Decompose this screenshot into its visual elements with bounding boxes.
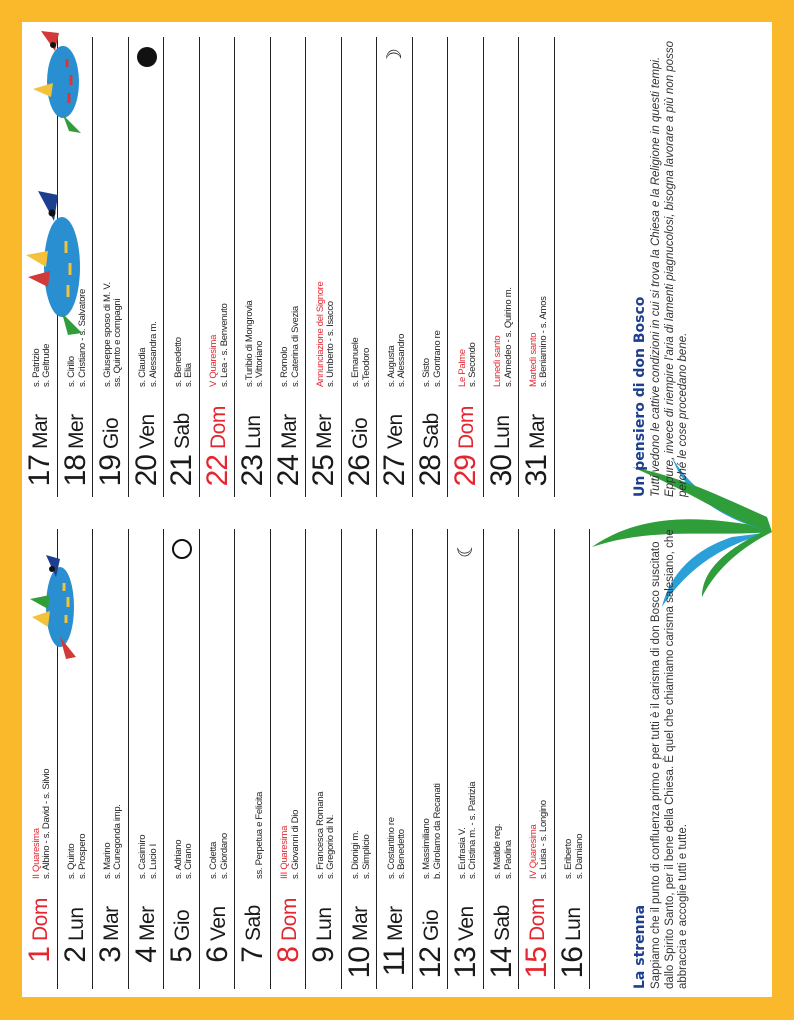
saint-name: s. Gontrano re (431, 330, 443, 387)
day-name: Mar (348, 906, 372, 941)
saint-name: s. Gregorio di N. (325, 814, 336, 879)
calendar-column-left (22, 529, 622, 989)
day-name: Dom (277, 898, 301, 941)
day-row (271, 529, 307, 989)
saint-name: s. Augusta (385, 345, 397, 387)
day-row (200, 529, 236, 989)
day-row (484, 37, 520, 497)
saint-name: s. Adriano (172, 839, 184, 879)
saint-name: s. Alessandro (396, 333, 407, 387)
saint-name: s.Teodoro (360, 347, 372, 387)
day-number: 24 (271, 455, 305, 487)
saint-name: s. Vittoriano (254, 340, 265, 387)
day-number: 17 (23, 455, 56, 487)
saints-list (209, 599, 230, 879)
saint-name: s. Sisto (421, 358, 432, 387)
day-row (93, 529, 129, 989)
day-number: 31 (520, 455, 553, 487)
saint-name: s. Cristina m. - s. Patrizia (467, 781, 478, 879)
day-number: 28 (413, 455, 447, 487)
saint-name: s. Patrizio (30, 348, 42, 387)
saint-name: s. Claudia (137, 347, 148, 387)
day-name: Lun (313, 907, 336, 941)
strenna-title: La strenna (632, 904, 648, 989)
saint-name: ss. Quinto e compagni (112, 298, 123, 387)
liturgical-feast: V Quaresima (208, 334, 219, 387)
saints-list (351, 107, 372, 387)
saint-name: s. Costantino re (385, 817, 397, 879)
day-number: 16 (555, 947, 589, 979)
day-row (129, 529, 165, 989)
day-row (519, 37, 555, 497)
saints-list (458, 599, 479, 879)
saint-name: s. Elia (183, 363, 194, 387)
day-name: Mer (384, 906, 407, 941)
calendar-page (22, 22, 772, 997)
day-number: 15 (520, 947, 553, 979)
day-number: 8 (271, 947, 305, 963)
saints-list (529, 599, 550, 879)
pensiero-box (632, 27, 691, 497)
saint-name: s. Secondo (467, 342, 478, 387)
saint-name: s. Giordano (218, 833, 230, 879)
saint-name: s. Simplicio (360, 834, 372, 879)
day-number: 30 (484, 455, 518, 487)
day-row (342, 529, 378, 989)
saint-name: s. Eufrasia V. (456, 827, 468, 879)
saint-name: s. Eriberto (563, 839, 574, 879)
saint-name: s. Giuseppe sposo di M. V. (101, 282, 113, 387)
liturgical-feast: Annunciazione del Signore (314, 281, 326, 387)
day-number: 19 (94, 455, 127, 487)
bird-illustration (22, 187, 94, 337)
day-row (164, 37, 200, 497)
day-name: Dom (455, 406, 478, 449)
day-row (377, 529, 413, 989)
strenna-box (632, 529, 691, 989)
day-row (413, 529, 449, 989)
saints-list (138, 599, 159, 879)
first-quarter-icon: ☽ (384, 48, 406, 66)
liturgical-feast: III Quaresima (279, 825, 290, 879)
day-number: 12 (413, 947, 447, 979)
saint-name: s. Benedetto (172, 337, 184, 387)
liturgical-feast: Martedì santo (527, 332, 539, 387)
day-name: Gio (348, 417, 372, 449)
day-number: 11 (378, 947, 411, 977)
day-row (413, 37, 449, 497)
pensiero-title: Un pensiero di don Bosco (632, 296, 648, 497)
saint-name: s. Luisa - s. Longino (538, 800, 549, 879)
saint-name: b. Girolamo da Recanati (431, 783, 443, 879)
saints-list (529, 107, 550, 387)
day-number: 13 (449, 947, 482, 979)
day-row (235, 529, 271, 989)
saints-list (138, 107, 159, 387)
saints-list (493, 599, 514, 879)
liturgical-feast: Lunedì santo (492, 335, 503, 387)
day-name: Mer (135, 906, 159, 941)
saints-list (422, 107, 443, 387)
saints-list (255, 599, 266, 879)
day-row (235, 37, 271, 497)
saints-list (245, 107, 266, 387)
saints-list (351, 599, 372, 879)
saint-name: s. Beniamino - s. Amos (538, 296, 549, 387)
last-quarter-icon: ☾ (455, 540, 477, 558)
saint-name: ss. Perpetua e Felicita (254, 791, 265, 879)
saints-list (280, 107, 301, 387)
strenna-text: Sappiamo che il punto di confluenza primo e per tutti è il carisma di don Bosco suscitato dallo Spirito Santo, per il bene della Chiesa. È quel che chiamiamo carisma salesiano, che abbraccia e accoglie tutti e tutte. (650, 529, 689, 989)
saint-name: s. Coletta (208, 841, 219, 879)
day-number: 7 (236, 947, 269, 963)
day-name: Sab (171, 413, 194, 449)
day-number: 10 (342, 947, 376, 979)
day-row (484, 529, 520, 989)
saints-list (387, 599, 408, 879)
saints-list (174, 599, 195, 879)
day-number: 5 (165, 947, 198, 963)
saint-name: s. Benedetto (396, 829, 407, 879)
saint-name: s. Paolina (502, 840, 514, 879)
day-name: Ven (455, 906, 478, 941)
saints-list (316, 599, 337, 879)
saint-name: s. Casimiro (137, 834, 148, 879)
calendar-column-right (22, 37, 622, 497)
day-number: 22 (200, 455, 234, 487)
day-name: Gio (100, 417, 123, 449)
saint-name: s.Turibio di Mongrovia (243, 300, 255, 387)
liturgical-feast: Le Palme (456, 349, 468, 387)
day-name: Mer (64, 414, 88, 449)
saint-name: s. Lucio I (147, 843, 159, 879)
day-name: Ven (135, 414, 159, 449)
saint-name: s. Marino (101, 842, 113, 879)
saints-list (458, 107, 479, 387)
day-number: 14 (484, 947, 518, 979)
day-row (448, 37, 484, 497)
day-name: Mar (29, 414, 52, 449)
day-number: 18 (58, 455, 92, 487)
day-name: Ven (384, 414, 407, 449)
saint-name: s. Massimiliano (421, 818, 432, 879)
saint-name: s. Damiano (573, 833, 585, 879)
day-name: Sab (490, 905, 514, 941)
saint-name: s. Emanuele (350, 337, 361, 387)
full-moon-icon (137, 47, 157, 67)
saint-name: s. Francesca Romana (314, 791, 326, 879)
day-name: Dom (206, 406, 230, 449)
liturgical-feast: IV Quaresima (527, 824, 539, 879)
saint-name: s. Caterina di Svezia (289, 306, 301, 387)
day-name: Mar (100, 906, 123, 941)
day-number: 2 (58, 947, 92, 963)
day-number: 29 (449, 455, 482, 487)
day-number: 26 (342, 455, 376, 487)
day-number: 1 (23, 947, 56, 963)
saint-name: s. Geltrude (41, 343, 52, 387)
day-row (164, 529, 200, 989)
day-name: Lun (490, 415, 514, 449)
saints-list (209, 107, 230, 387)
rotated-content (22, 22, 772, 997)
day-number: 4 (129, 947, 163, 963)
day-number: 3 (94, 947, 127, 963)
day-name: Sab (242, 905, 265, 941)
saints-list (103, 599, 124, 879)
day-name: Lun (561, 907, 585, 941)
saint-name: s. Matilde reg. (492, 823, 503, 879)
saints-list (174, 107, 195, 387)
saint-name: s. Prospero (76, 833, 88, 879)
day-number: 21 (165, 455, 198, 487)
saints-list (387, 107, 408, 387)
saint-name: s. Quinto (66, 843, 77, 879)
day-number: 6 (200, 947, 234, 963)
saint-name: s. Giovanni di Dio (289, 809, 301, 879)
saint-name: s. Cristiano - s. Salvatore (76, 288, 88, 387)
day-number: 25 (307, 455, 340, 487)
new-moon-icon (172, 539, 192, 559)
saints-list (280, 599, 301, 879)
day-row (200, 37, 236, 497)
day-name: Dom (526, 898, 549, 941)
day-name: Lun (242, 415, 265, 449)
day-row (93, 37, 129, 497)
day-name: Ven (206, 906, 230, 941)
day-row (306, 529, 342, 989)
saint-name: s. Romolo (279, 346, 290, 387)
day-row (377, 37, 413, 497)
day-row (129, 37, 165, 497)
bird-illustration (25, 27, 93, 137)
day-name: Mer (313, 414, 336, 449)
saints-list (564, 599, 585, 879)
saint-name: s. Amedeo - s. Quirino m. (502, 287, 514, 387)
day-row (555, 529, 591, 989)
saints-list (103, 107, 124, 387)
day-row (519, 529, 555, 989)
day-name: Mar (277, 414, 301, 449)
day-row (306, 37, 342, 497)
day-number: 27 (378, 455, 411, 487)
day-name: Gio (419, 909, 443, 941)
day-name: Mar (526, 414, 549, 449)
saints-list (316, 107, 337, 387)
liturgical-feast: II Quaresima (30, 828, 42, 879)
saints-list (422, 599, 443, 879)
day-number: 23 (236, 455, 269, 487)
saint-name: s. Albino - s. David - s. Silvio (41, 768, 52, 879)
day-name: Gio (171, 909, 194, 941)
day-row (342, 37, 378, 497)
pensiero-text: Tutti vedono le cattive condizioni in cui si trova la Chiesa e la Religione in questi tempi. Eppure, invece di riempire l'aria di lamenti piagnucolosi, bisogna lavorare a più non posso perché le cose procedano bene. (650, 40, 689, 497)
day-name: Sab (419, 413, 443, 449)
day-row (448, 529, 484, 989)
saint-name: s. Cunegonda imp. (112, 804, 123, 879)
saint-name: s. Umberto - s. Isacco (325, 301, 336, 387)
day-name: Lun (64, 907, 88, 941)
bird-illustration (26, 547, 86, 667)
day-row (271, 37, 307, 497)
saint-name: s. Cirano (183, 843, 194, 879)
saint-name: s. Cirillo (66, 356, 77, 387)
day-name: Dom (29, 898, 52, 941)
saints-list (493, 107, 514, 387)
saint-name: s. Lea - s. Benvenuto (218, 303, 230, 387)
saint-name: s. Dionigi m. (350, 830, 361, 879)
saint-name: s. Alessandra m. (147, 321, 159, 387)
day-number: 20 (129, 455, 163, 487)
day-number: 9 (307, 947, 340, 963)
